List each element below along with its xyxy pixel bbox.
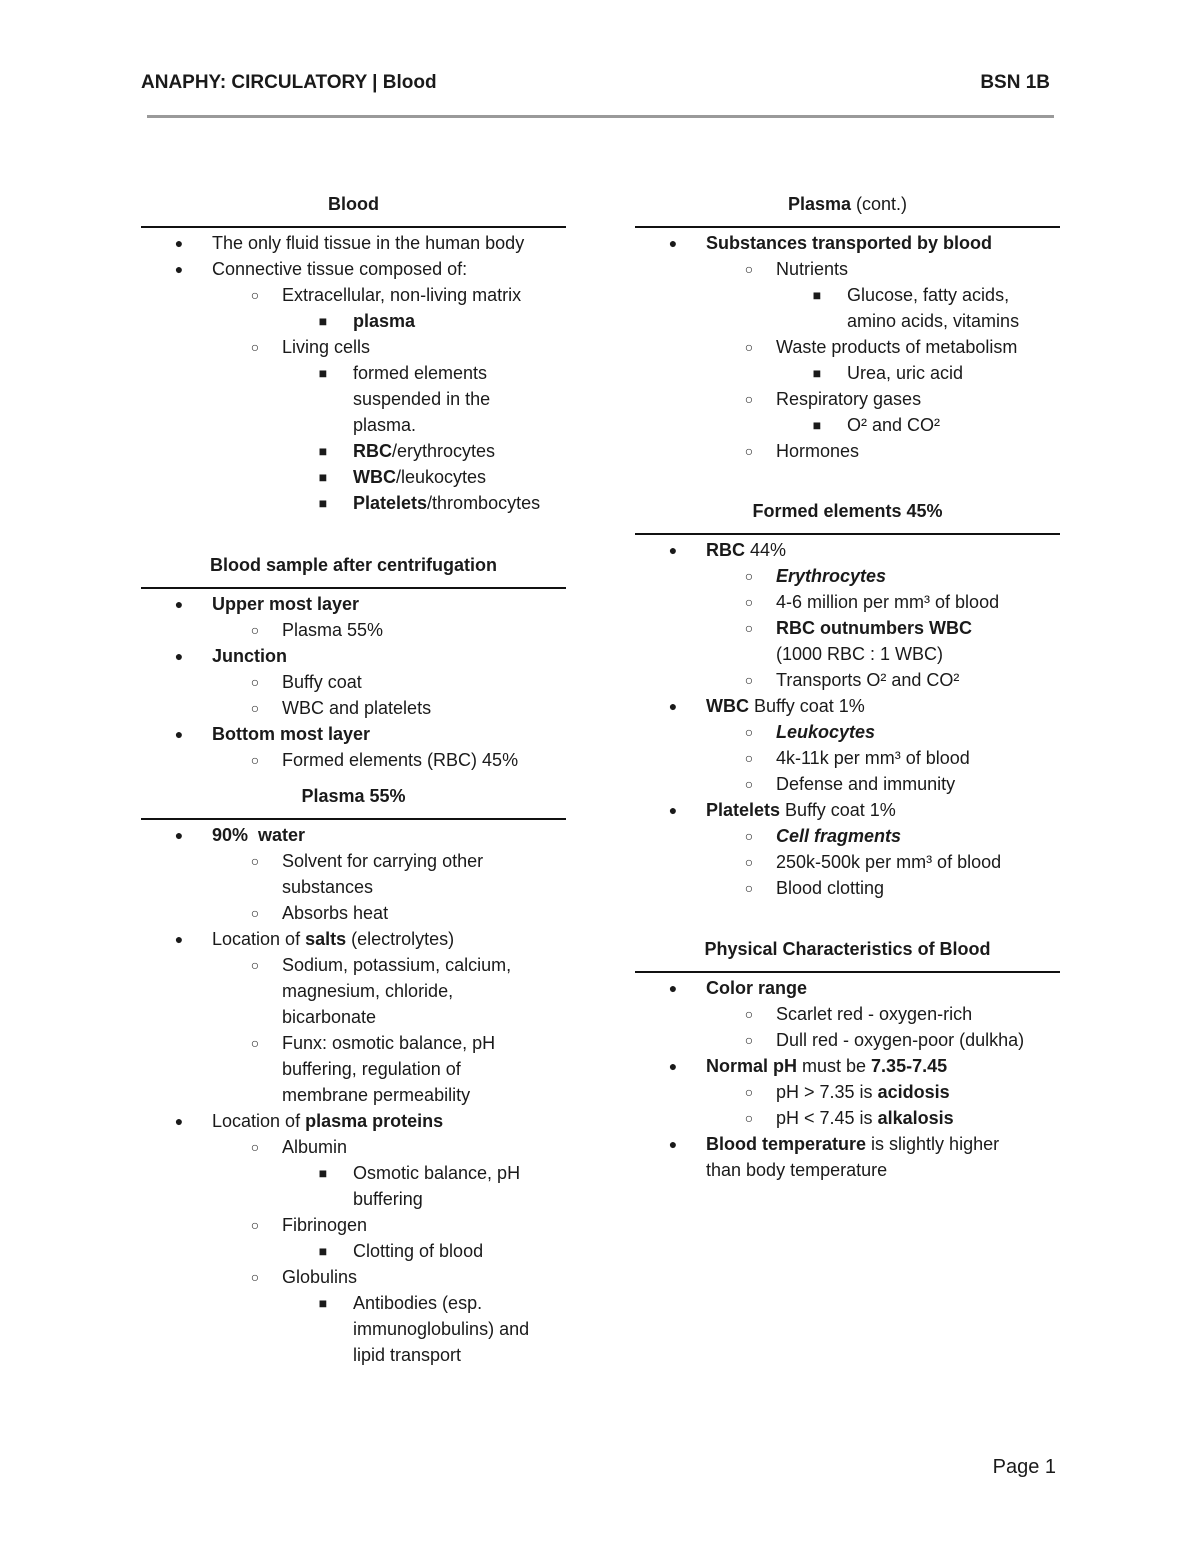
square-bullet-icon: ■ [318, 365, 328, 381]
list-item: ○ pH > 7.35 is acidosis [635, 1079, 1060, 1105]
circle-bullet-icon: ○ [744, 594, 754, 610]
list-item: ● WBC Buffy coat 1% [635, 693, 1060, 719]
square-bullet-icon: ■ [812, 417, 822, 433]
list-item: ○ Leukocytes [635, 719, 1060, 745]
disc-bullet-icon: ● [668, 802, 678, 818]
list-item: ○ Fibrinogen [141, 1212, 566, 1238]
section-title: Physical Characteristics of Blood [704, 939, 991, 959]
list-item: ○ Hormones [635, 438, 1060, 464]
circle-bullet-icon: ○ [250, 1217, 260, 1233]
circle-bullet-icon: ○ [744, 672, 754, 688]
circle-bullet-icon: ○ [250, 1035, 260, 1051]
circle-bullet-icon: ○ [744, 776, 754, 792]
section-plasma [141, 785, 566, 1368]
list-item: ○ 4k-11k per mm³ of blood [635, 745, 1060, 771]
list-item: ○ Living cells [141, 334, 566, 360]
list-item: ○ Absorbs heat [141, 900, 566, 926]
square-bullet-icon: ■ [812, 365, 822, 381]
disc-bullet-icon: ● [668, 1136, 678, 1152]
square-bullet-icon: ■ [318, 1243, 328, 1259]
section-divider [141, 226, 566, 228]
bullet-list [141, 230, 566, 516]
doc-header-title: ANAPHY: CIRCULATORY | Blood [141, 72, 437, 93]
circle-bullet-icon: ○ [744, 391, 754, 407]
list-item: ● The only fluid tissue in the human body [141, 230, 566, 256]
disc-bullet-icon: ● [174, 827, 184, 843]
circle-bullet-icon: ○ [744, 854, 754, 870]
bullet-list [635, 975, 1060, 1183]
disc-bullet-icon: ● [668, 980, 678, 996]
circle-bullet-icon: ○ [250, 905, 260, 921]
circle-bullet-icon: ○ [250, 339, 260, 355]
list-item: ○ Defense and immunity [635, 771, 1060, 797]
list-item: ○ Erythrocytes [635, 563, 1060, 589]
list-item: ○ Sodium, potassium, calcium, magnesium, chloride, bicarbonate [141, 952, 566, 1030]
disc-bullet-icon: ● [174, 648, 184, 664]
list-item: ■ RBC/erythrocytes [141, 438, 566, 464]
square-bullet-icon: ■ [318, 1295, 328, 1311]
circle-bullet-icon: ○ [250, 1139, 260, 1155]
list-item: ○ Buffy coat [141, 669, 566, 695]
circle-bullet-icon: ○ [250, 622, 260, 638]
disc-bullet-icon: ● [668, 235, 678, 251]
list-item: ○ Scarlet red - oxygen-rich [635, 1001, 1060, 1027]
circle-bullet-icon: ○ [250, 752, 260, 768]
section-blood [141, 193, 566, 516]
circle-bullet-icon: ○ [744, 261, 754, 277]
circle-bullet-icon: ○ [744, 750, 754, 766]
bullet-list [141, 822, 566, 1368]
header-divider [147, 115, 1054, 118]
disc-bullet-icon: ● [174, 931, 184, 947]
section-title: Formed elements 45% [752, 501, 943, 521]
square-bullet-icon: ■ [318, 1165, 328, 1181]
list-item: ○ Plasma 55% [141, 617, 566, 643]
circle-bullet-icon: ○ [250, 674, 260, 690]
list-item: ● RBC 44% [635, 537, 1060, 563]
list-item: ● 90% water [141, 822, 566, 848]
list-item: ● Color range [635, 975, 1060, 1001]
right-column [635, 193, 1060, 1183]
square-bullet-icon: ■ [318, 495, 328, 511]
list-item: ● Bottom most layer [141, 721, 566, 747]
list-item: ○ Albumin [141, 1134, 566, 1160]
square-bullet-icon: ■ [318, 469, 328, 485]
list-item: ■ Clotting of blood [141, 1238, 566, 1264]
circle-bullet-icon: ○ [744, 828, 754, 844]
list-item: ■ Antibodies (esp. immunoglobulins) and lipid transport [141, 1290, 566, 1368]
disc-bullet-icon: ● [174, 235, 184, 251]
circle-bullet-icon: ○ [744, 568, 754, 584]
list-item: ● Upper most layer [141, 591, 566, 617]
disc-bullet-icon: ● [668, 542, 678, 558]
section-divider [635, 971, 1060, 973]
list-item: ○ Globulins [141, 1264, 566, 1290]
section-title: Plasma 55% [301, 786, 406, 806]
section-divider [141, 818, 566, 820]
section-divider [635, 226, 1060, 228]
section-divider [141, 587, 566, 589]
left-column [141, 193, 566, 1368]
disc-bullet-icon: ● [174, 261, 184, 277]
bullet-list [141, 591, 566, 773]
list-item: ■ O² and CO² [635, 412, 1060, 438]
square-bullet-icon: ■ [318, 443, 328, 459]
section-title: Blood [328, 194, 379, 214]
list-item: ○ Funx: osmotic balance, pH buffering, regulation of membrane permeability [141, 1030, 566, 1108]
section-plasma-cont [635, 193, 1060, 464]
list-item: ● Normal pH must be 7.35-7.45 [635, 1053, 1060, 1079]
list-item: ○ 250k-500k per mm³ of blood [635, 849, 1060, 875]
circle-bullet-icon: ○ [744, 880, 754, 896]
list-item: ○ Dull red - oxygen-poor (dulkha) [635, 1027, 1060, 1053]
disc-bullet-icon: ● [174, 726, 184, 742]
list-item: ■ Osmotic balance, pH buffering [141, 1160, 566, 1212]
circle-bullet-icon: ○ [744, 1110, 754, 1126]
circle-bullet-icon: ○ [744, 1006, 754, 1022]
circle-bullet-icon: ○ [250, 957, 260, 973]
list-item: ○ Respiratory gases [635, 386, 1060, 412]
list-item: ■ Glucose, fatty acids, amino acids, vitamins [635, 282, 1060, 334]
circle-bullet-icon: ○ [744, 1084, 754, 1100]
circle-bullet-icon: ○ [744, 620, 754, 636]
circle-bullet-icon: ○ [250, 287, 260, 303]
list-item: ○ Solvent for carrying other substances [141, 848, 566, 900]
doc-header-section: BSN 1B [980, 72, 1050, 93]
circle-bullet-icon: ○ [744, 1032, 754, 1048]
list-item: ○ Cell fragments [635, 823, 1060, 849]
disc-bullet-icon: ● [174, 1113, 184, 1129]
bullet-list [635, 537, 1060, 901]
circle-bullet-icon: ○ [250, 700, 260, 716]
list-item: ○ WBC and platelets [141, 695, 566, 721]
list-item: ■ WBC/leukocytes [141, 464, 566, 490]
disc-bullet-icon: ● [668, 1058, 678, 1074]
list-item: ● Location of plasma proteins [141, 1108, 566, 1134]
list-item: ■ Platelets/thrombocytes [141, 490, 566, 516]
bullet-list [635, 230, 1060, 464]
list-item: ■ formed elements suspended in the plasma. [141, 360, 713, 438]
section-title: Blood sample after centrifugation [209, 555, 498, 575]
list-item: ○ Transports O² and CO² [635, 667, 1060, 693]
list-item: ○ Nutrients [635, 256, 1060, 282]
circle-bullet-icon: ○ [250, 853, 260, 869]
disc-bullet-icon: ● [668, 698, 678, 714]
circle-bullet-icon: ○ [250, 1269, 260, 1285]
list-item: ○ Blood clotting [635, 875, 1060, 901]
list-item: ■ plasma [141, 308, 566, 334]
circle-bullet-icon: ○ [744, 443, 754, 459]
list-item: ○ Formed elements (RBC) 45% [141, 747, 566, 773]
list-item: ● Junction [141, 643, 566, 669]
circle-bullet-icon: ○ [744, 724, 754, 740]
page-number: Page 1 [992, 1456, 1056, 1478]
list-item: ● Substances transported by blood [635, 230, 1060, 256]
section-formed-elements [635, 500, 1060, 901]
list-item: ○ 4-6 million per mm³ of blood [635, 589, 1060, 615]
section-divider [635, 533, 1060, 535]
list-item: ● Platelets Buffy coat 1% [635, 797, 1060, 823]
list-item: ○ Extracellular, non-living matrix [141, 282, 566, 308]
section-title: Plasma (cont.) [787, 194, 908, 214]
disc-bullet-icon: ● [174, 596, 184, 612]
circle-bullet-icon: ○ [744, 339, 754, 355]
list-item: ○ pH < 7.45 is alkalosis [635, 1105, 1060, 1131]
square-bullet-icon: ■ [812, 287, 822, 303]
list-item: ● Connective tissue composed of: [141, 256, 566, 282]
section-centrifugation [141, 554, 566, 773]
square-bullet-icon: ■ [318, 313, 328, 329]
list-item: ○ RBC outnumbers WBC (1000 RBC : 1 WBC) [635, 615, 1060, 667]
list-item: ○ Waste products of metabolism [635, 334, 1060, 360]
section-physical-characteristics [635, 938, 1060, 1183]
list-item: ● Location of salts (electrolytes) [141, 926, 566, 952]
list-item: ■ Urea, uric acid [635, 360, 1060, 386]
list-item: ● Blood temperature is slightly higher than body temperature [635, 1131, 1060, 1183]
